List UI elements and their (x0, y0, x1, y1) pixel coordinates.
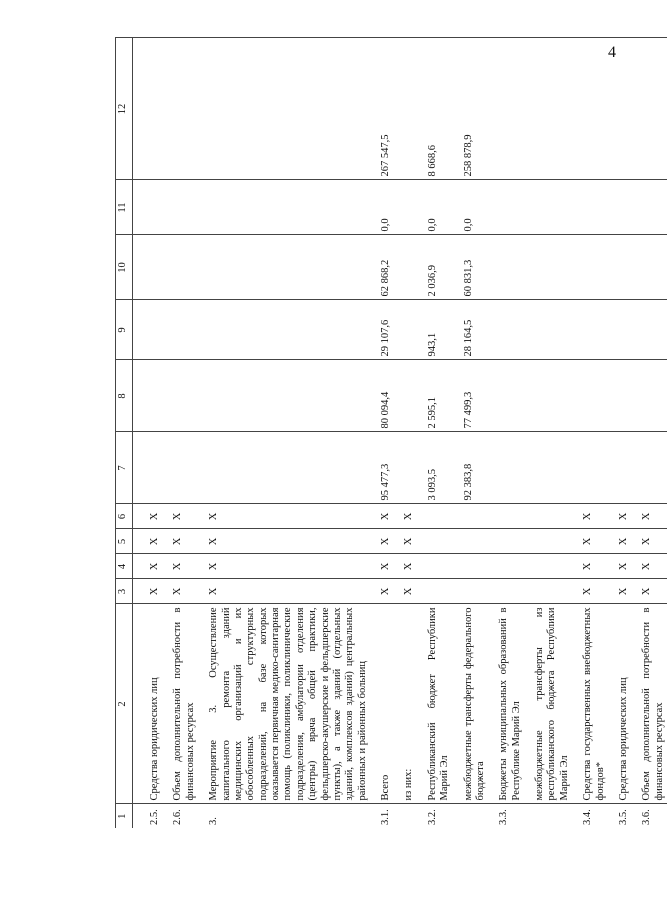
table-cell (640, 180, 667, 235)
row-number: 3.5. (617, 804, 640, 828)
row-number (462, 804, 498, 828)
table-cell: X (640, 529, 667, 554)
row-description: Всего (379, 604, 402, 804)
table-body (133, 38, 667, 828)
table-cell (497, 432, 533, 504)
row-description: Средства государственных внебюджетных фондов* (581, 604, 617, 804)
table-cell: 267 547,5 (379, 38, 402, 180)
table-row (617, 38, 640, 828)
table-cell (462, 529, 498, 554)
table-cell: X (207, 529, 379, 554)
table-cell (533, 360, 581, 432)
table-cell (207, 38, 379, 180)
table-cell (497, 38, 533, 180)
table-cell: 62 868,2 (379, 235, 402, 300)
table-cell (497, 235, 533, 300)
table-cell (617, 38, 640, 180)
table-cell (497, 529, 533, 554)
table-cell: X (581, 554, 617, 579)
table-cell (497, 360, 533, 432)
table-cell (617, 235, 640, 300)
table-row (533, 38, 581, 828)
table-cell (581, 235, 617, 300)
table-cell (533, 554, 581, 579)
table-cell (426, 554, 462, 579)
table-cell (497, 300, 533, 360)
table-cell: 92 383,8 (462, 432, 498, 504)
row-number: 3.6. (640, 804, 667, 828)
table-cell (581, 180, 617, 235)
table-cell: 0,0 (462, 180, 498, 235)
table-cell (171, 300, 207, 360)
table-cell (581, 300, 617, 360)
table-cell: X (133, 529, 172, 554)
table-cell (533, 529, 581, 554)
table-cell (133, 360, 172, 432)
table-cell (617, 360, 640, 432)
table-cell (640, 432, 667, 504)
table-cell (497, 504, 533, 529)
table-cell (533, 432, 581, 504)
row-number: 3.2. (426, 804, 462, 828)
row-description: Объем дополнительной потребности в финансовых ресурсах (640, 604, 667, 804)
table-cell (581, 432, 617, 504)
table-cell (581, 360, 617, 432)
table-cell: X (640, 579, 667, 604)
table-cell (402, 235, 425, 300)
table-cell (426, 579, 462, 604)
table-cell: 28 164,5 (462, 300, 498, 360)
table-cell: X (171, 504, 207, 529)
column-header: 10 (116, 235, 133, 300)
column-header: 12 (116, 38, 133, 180)
table-cell: X (402, 504, 425, 529)
table-cell (171, 235, 207, 300)
column-header: 7 (116, 432, 133, 504)
table-cell: X (640, 554, 667, 579)
table-cell (497, 579, 533, 604)
column-header: 1 (116, 804, 133, 828)
table-cell (617, 180, 640, 235)
row-description: Объем дополнительной потребности в финансовых ресурсах (171, 604, 207, 804)
table-cell (133, 235, 172, 300)
table-cell: X (379, 554, 402, 579)
table-cell (462, 579, 498, 604)
table-cell: X (171, 554, 207, 579)
table-cell: 2 595,1 (426, 360, 462, 432)
table-cell: X (617, 579, 640, 604)
table-cell (462, 554, 498, 579)
row-number: 3. (207, 804, 379, 828)
table-cell: X (617, 529, 640, 554)
row-description: Средства юридических лиц (617, 604, 640, 804)
column-header: 4 (116, 554, 133, 579)
table-cell: X (581, 504, 617, 529)
table-cell: 80 094,4 (379, 360, 402, 432)
table-cell (402, 360, 425, 432)
table-cell (207, 180, 379, 235)
table-row (207, 38, 379, 828)
table-cell (617, 432, 640, 504)
row-description: Мероприятие 3. Осуществление капитального ремонта зданий медицинских организаций и их обособленных структурных подразделений, на базе которых оказывается первичная медико-санитарная помощь (поликлиники, поликлинические подразделения, амбулатории отделения (центры) врача общей практики, фельдшерско-акушерские и фельдшерские пункты), а также зданий (отдельных зданий, комплексов зданий) центральных районных и районных больниц (207, 604, 379, 804)
table-cell: X (207, 579, 379, 604)
table-cell: X (617, 504, 640, 529)
row-number: 2.5. (133, 804, 172, 828)
table-cell (171, 38, 207, 180)
table-cell (207, 432, 379, 504)
table-cell (533, 300, 581, 360)
row-description: межбюджетные трансферты федерального бюджета (462, 604, 498, 804)
table-cell (402, 38, 425, 180)
row-description: Республиканский бюджет Республики Марий Эл (426, 604, 462, 804)
table-cell: 95 477,3 (379, 432, 402, 504)
table-cell: X (379, 579, 402, 604)
table-header-row (116, 38, 133, 828)
table-cell: X (402, 529, 425, 554)
table-cell: X (133, 579, 172, 604)
table-row (402, 38, 425, 828)
table-row (581, 38, 617, 828)
table-cell (133, 300, 172, 360)
table-row (426, 38, 462, 828)
table-cell: 0,0 (379, 180, 402, 235)
table-cell: 258 878,9 (462, 38, 498, 180)
row-description: Средства юридических лиц (133, 604, 172, 804)
table-cell (133, 432, 172, 504)
table-cell: 0,0 (426, 180, 462, 235)
table-cell (171, 180, 207, 235)
table-cell (207, 300, 379, 360)
row-number: 2.6. (171, 804, 207, 828)
rotated-table-container (115, 38, 665, 828)
table-cell: X (581, 579, 617, 604)
table-cell (533, 579, 581, 604)
column-header: 6 (116, 504, 133, 529)
table-cell: 29 107,6 (379, 300, 402, 360)
table-cell (133, 180, 172, 235)
table-cell (426, 504, 462, 529)
row-number (402, 804, 425, 828)
table-cell (497, 180, 533, 235)
row-description: из них: (402, 604, 425, 804)
table-cell (426, 529, 462, 554)
column-header: 9 (116, 300, 133, 360)
table-cell (640, 235, 667, 300)
table-cell (207, 235, 379, 300)
table-row (379, 38, 402, 828)
column-header: 3 (116, 579, 133, 604)
column-header: 5 (116, 529, 133, 554)
column-header: 2 (116, 604, 133, 804)
table-cell (533, 235, 581, 300)
table-cell: 60 831,3 (462, 235, 498, 300)
table-cell: X (379, 529, 402, 554)
table-cell (207, 360, 379, 432)
table-cell: X (402, 579, 425, 604)
column-header: 11 (116, 180, 133, 235)
table-cell: 8 668,6 (426, 38, 462, 180)
table-cell: 77 499,3 (462, 360, 498, 432)
table-row (640, 38, 667, 828)
table-cell: X (133, 554, 172, 579)
table-cell (533, 38, 581, 180)
table-cell: 943,1 (426, 300, 462, 360)
table-cell (402, 300, 425, 360)
table-cell (640, 300, 667, 360)
row-description: Бюджеты муниципальных образований в Республике Марий Эл (497, 604, 533, 804)
table-cell: X (171, 529, 207, 554)
table-cell (171, 360, 207, 432)
row-number: 3.4. (581, 804, 617, 828)
row-description: межбюджетные трансферты из республиканского бюджета Республики Марий Эл (533, 604, 581, 804)
table-cell: X (171, 579, 207, 604)
table-row (133, 38, 172, 828)
table-cell (462, 504, 498, 529)
table-cell (581, 38, 617, 180)
table-row (171, 38, 207, 828)
table-cell (640, 38, 667, 180)
table-cell: X (617, 554, 640, 579)
table-cell: X (581, 529, 617, 554)
budget-table (115, 38, 667, 829)
table-cell (617, 300, 640, 360)
table-cell (133, 38, 172, 180)
table-cell: X (207, 504, 379, 529)
row-number: 3.3. (497, 804, 533, 828)
table-row (497, 38, 533, 828)
table-cell (171, 432, 207, 504)
table-cell: 3 093,5 (426, 432, 462, 504)
page-number: 4 (608, 44, 616, 61)
table-cell: X (640, 504, 667, 529)
table-cell (402, 432, 425, 504)
table-row (462, 38, 498, 828)
table-cell: X (207, 554, 379, 579)
row-number (533, 804, 581, 828)
table-cell (640, 360, 667, 432)
table-cell (533, 180, 581, 235)
table-cell (497, 554, 533, 579)
column-header: 8 (116, 360, 133, 432)
table-cell: 2 036,9 (426, 235, 462, 300)
table-cell: X (379, 504, 402, 529)
row-number: 3.1. (379, 804, 402, 828)
table-cell: X (133, 504, 172, 529)
table-cell: X (402, 554, 425, 579)
table-cell (402, 180, 425, 235)
table-cell (533, 504, 581, 529)
